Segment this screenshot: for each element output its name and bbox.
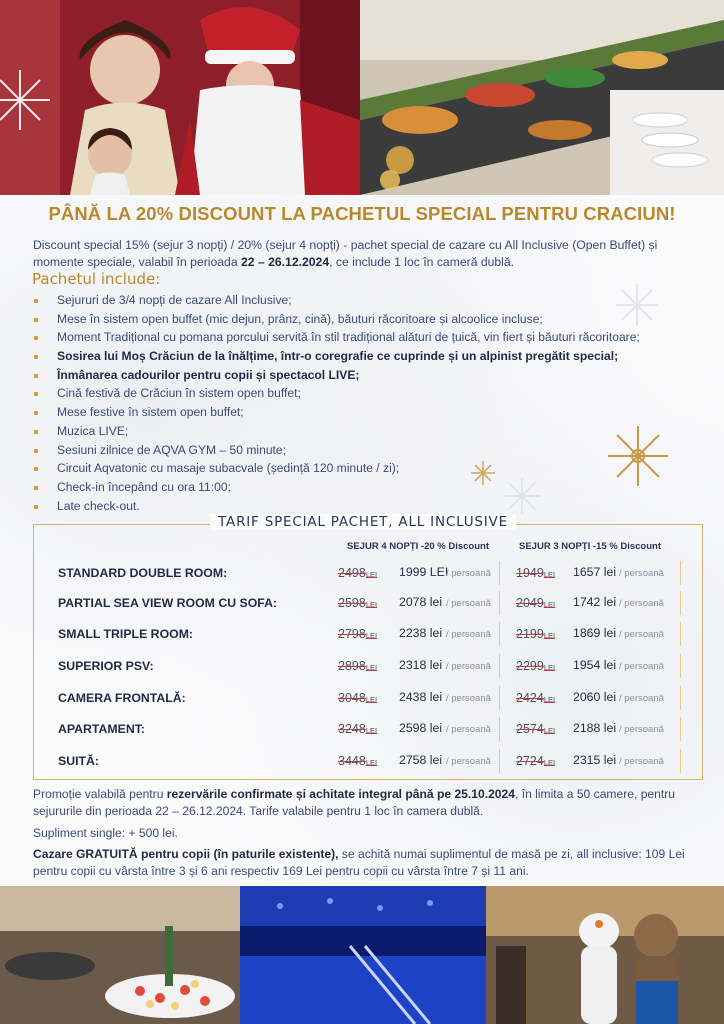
list-item: Sejururi de 3/4 nopți de cazare All Inclusive; <box>33 291 693 310</box>
price-table-title: TARIF SPECIAL PACHET, ALL INCLUSIVE <box>210 514 516 530</box>
price-cell-3-nights <box>502 591 681 615</box>
old-price: 2574LEI <box>516 722 556 736</box>
price-cell-4-nights <box>324 717 500 741</box>
list-item: Moment Tradițional cu pomana porcului servită în stil tradițional alături de țuică, vin fiert și băuturi răcoritoare; <box>33 328 693 347</box>
per-person-label: / persoană <box>446 693 491 704</box>
per-person-label: / persoană <box>619 756 664 767</box>
room-name: SUITĂ: <box>58 754 99 768</box>
old-price: 2724LEI <box>516 754 556 768</box>
table-row <box>58 654 688 680</box>
new-price: 2438 lei <box>399 690 443 704</box>
table-row <box>58 749 688 775</box>
mascots-photo <box>486 886 724 1024</box>
includes-list <box>33 291 693 515</box>
per-person-label: / persoană <box>619 568 664 579</box>
per-person-label: / persoană <box>446 629 491 640</box>
list-item: Mese în sistem open buffet (mic dejun, prânz, cină), băuturi răcoritoare și alcoolice incluse; <box>33 310 693 329</box>
new-price: 1954 lei <box>573 658 617 672</box>
per-person-label: / persoană <box>619 598 664 609</box>
new-price: 2060 lei <box>573 690 617 704</box>
price-cell-3-nights <box>502 749 681 773</box>
table-row <box>58 717 688 743</box>
new-price: 1657 lei <box>573 565 617 579</box>
room-name: STANDARD DOUBLE ROOM: <box>58 566 228 580</box>
per-person-label: / persoană <box>619 724 664 735</box>
buffet-bottom-photo <box>0 886 240 1024</box>
price-cell-3-nights <box>502 622 681 646</box>
price-cell-4-nights <box>324 561 500 585</box>
list-item: Cină festivă de Crăciun în sistem open buffet; <box>33 384 693 403</box>
old-price: 2598LEI <box>338 596 378 610</box>
new-price: 2188 lei <box>573 721 617 735</box>
new-price: 2238 lei <box>399 626 443 640</box>
table-row <box>58 686 688 712</box>
price-cell-4-nights <box>324 654 500 678</box>
room-name: CAMERA FRONTALĂ: <box>58 691 186 705</box>
list-item: Înmânarea cadourilor pentru copii și spectacol LIVE; <box>33 366 693 385</box>
per-person-label: / persoană <box>446 724 491 735</box>
table-row <box>58 561 688 587</box>
children-note: Cazare GRATUITĂ pentru copii (în paturile existente), se achită numai suplimentul de masă pe zi, all inclusive: 109 Lei pentru copii cu vârsta între 3 și 6 ani respectiv 169 Lei pentru copii cu vârsta între 7 și 11 ani. <box>33 847 685 878</box>
per-person-label: / persoană <box>619 661 664 672</box>
pool-photo <box>240 886 486 1024</box>
intro-dates: 22 – 26.12.2024 <box>241 255 330 269</box>
new-price: 2598 lei <box>399 721 443 735</box>
new-price: 2318 lei <box>399 658 443 672</box>
price-cell-3-nights <box>502 686 681 710</box>
list-item: Sesiuni zilnice de AQVA GYM – 50 minute; <box>33 441 693 460</box>
per-person-label: / persoană <box>619 629 664 640</box>
old-price: 3248LEI <box>338 722 378 736</box>
price-cell-4-nights <box>324 622 500 646</box>
old-price: 3048LEI <box>338 691 378 705</box>
old-price: 2898LEI <box>338 659 378 673</box>
new-price: 1999 LEI <box>399 565 449 579</box>
package-title: Pachetul include: <box>32 270 161 288</box>
price-cell-4-nights <box>324 749 500 773</box>
old-price: 2299LEI <box>516 659 556 673</box>
price-cell-4-nights <box>324 591 500 615</box>
old-price: 2049LEI <box>516 596 556 610</box>
list-item: Sosirea lui Moș Crăciun de la înălțime, într-o coregrafie ce cuprinde și un alpinist pregătit special; <box>33 347 693 366</box>
room-name: APARTAMENT: <box>58 722 145 736</box>
new-price: 2078 lei <box>399 595 443 609</box>
per-person-label: / persoană <box>446 598 491 609</box>
old-price: 2424LEI <box>516 691 556 705</box>
list-item: Mese festive în sistem open buffet; <box>33 403 693 422</box>
price-cell-3-nights <box>502 717 681 741</box>
old-price: 1949LEI <box>516 566 556 580</box>
price-cell-3-nights <box>502 561 681 585</box>
table-row <box>58 591 688 617</box>
buffet-photo <box>360 0 724 195</box>
headline: PÂNĂ LA 20% DISCOUNT LA PACHETUL SPECIAL PENTRU CRACIUN! <box>48 203 676 224</box>
price-cell-4-nights <box>324 686 500 710</box>
santa-photo <box>0 0 360 195</box>
new-price: 1742 lei <box>573 595 617 609</box>
per-person-label: / persoană <box>446 568 491 579</box>
column-header-4-nights: SEJUR 4 NOPȚI -20 % Discount <box>347 541 490 552</box>
promo-note: Promoție valabilă pentru rezervările confirmate și achitate integral până pe 25.10.2024, în limita a 50 camere, pentru sejururile din perioada 22 – 26.12.2024. Tarife valabile pentru 1 loc în camera dublă. <box>33 787 675 818</box>
old-price: 2798LEI <box>338 627 378 641</box>
intro-text: Discount special 15% (sejur 3 nopți) / 20% (sejur 4 nopți) - pachet special de cazare cu All Inclusive (Open Buffet) și momente speciale, valabil în perioada 22 – 26.12.2024, ce include 1 loc în cameră dublă. <box>33 238 658 269</box>
old-price: 2498LEI <box>338 566 378 580</box>
per-person-label: / persoană <box>446 756 491 767</box>
price-cell-3-nights <box>502 654 681 678</box>
new-price: 2758 lei <box>399 753 443 767</box>
per-person-label: / persoană <box>446 661 491 672</box>
old-price: 2199LEI <box>516 627 556 641</box>
per-person-label: / persoană <box>619 693 664 704</box>
list-item: Muzica LIVE; <box>33 422 693 441</box>
old-price: 3448LEI <box>338 754 378 768</box>
table-row <box>58 622 688 648</box>
list-item: Circuit Aqvatonic cu masaje subacvale (ședință 120 minute / zi); <box>33 459 693 478</box>
room-name: PARTIAL SEA VIEW ROOM CU SOFA: <box>58 596 278 610</box>
single-supplement: Supliment single: + 500 lei. <box>33 826 178 840</box>
column-header-3-nights: SEJUR 3 NOPȚI -15 % Discount <box>519 541 662 552</box>
room-name: SUPERIOR PSV: <box>58 659 154 673</box>
new-price: 2315 lei <box>573 753 617 767</box>
list-item: Late check-out. <box>33 497 693 516</box>
room-name: SMALL TRIPLE ROOM: <box>58 627 194 641</box>
new-price: 1869 lei <box>573 626 617 640</box>
list-item: Check-in începând cu ora 11:00; <box>33 478 693 497</box>
